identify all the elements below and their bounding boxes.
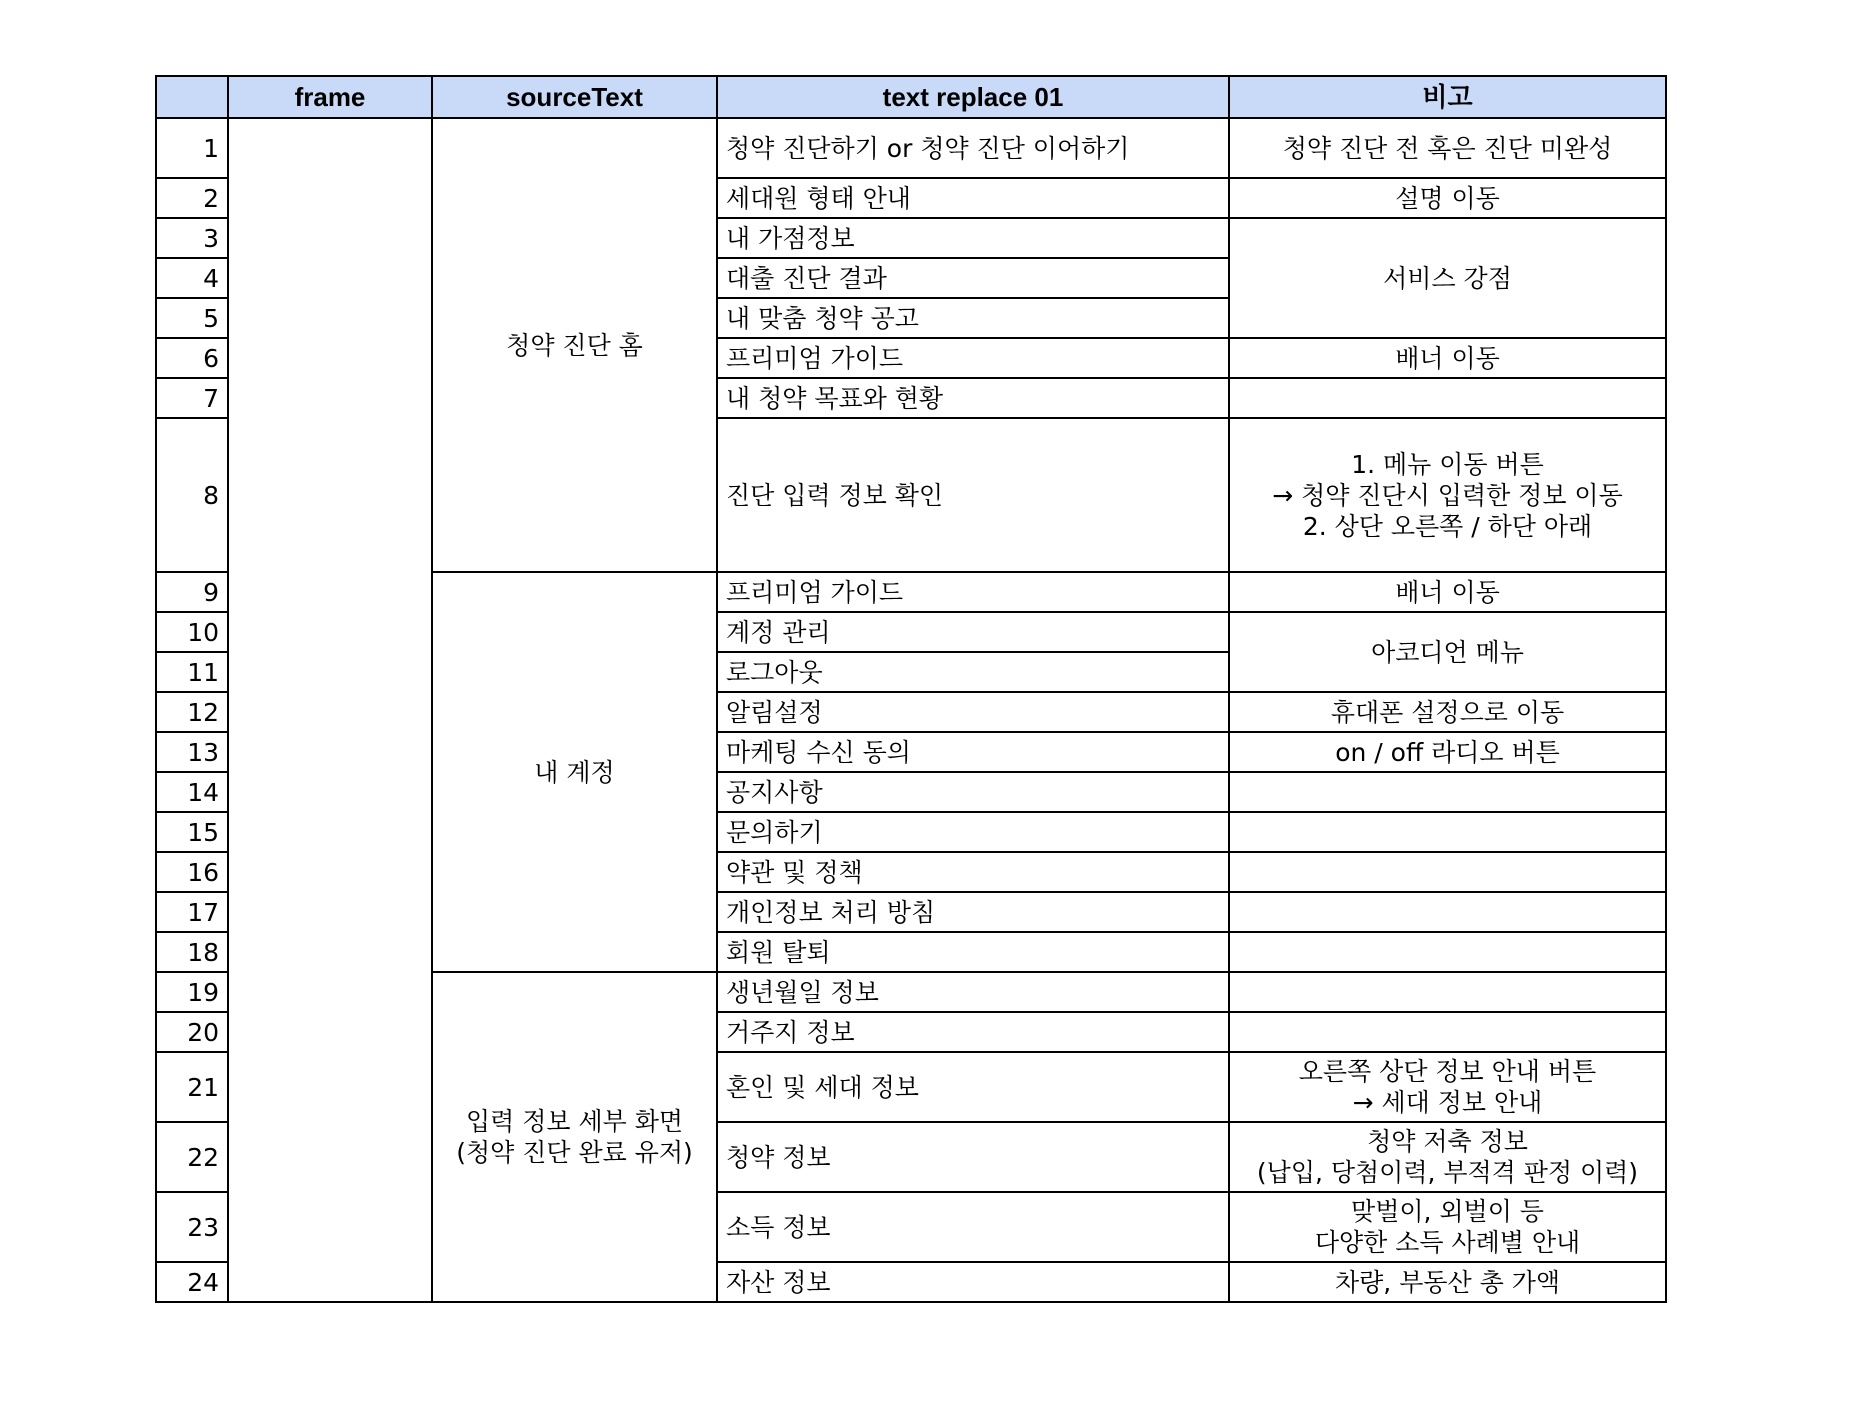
row-number: 16: [156, 852, 228, 892]
text-cell: 대출 진단 결과: [717, 258, 1229, 298]
row-number: 1: [156, 118, 228, 178]
note-cell: on / off 라디오 버튼: [1229, 732, 1666, 772]
text-cell: 혼인 및 세대 정보: [717, 1052, 1229, 1122]
source-line: 입력 정보 세부 화면: [465, 1107, 684, 1136]
row-number: 5: [156, 298, 228, 338]
note-line: 다양한 소득 사례별 안내: [1314, 1228, 1581, 1257]
note-line: (납입, 당첨이력, 부적격 판정 이력): [1256, 1158, 1639, 1187]
note-cell: [1229, 892, 1666, 932]
text-cell: 자산 정보: [717, 1262, 1229, 1302]
source-cell-home: 청약 진단 홈: [432, 118, 717, 572]
row-number: 10: [156, 612, 228, 652]
row-number: 3: [156, 218, 228, 258]
row-number: 7: [156, 378, 228, 418]
header-frame: frame: [228, 76, 432, 118]
note-cell: [1229, 418, 1666, 572]
row-number: 2: [156, 178, 228, 218]
text-cell: 청약 정보: [717, 1122, 1229, 1192]
row-number: 23: [156, 1192, 228, 1262]
text-cell: 내 맞춤 청약 공고: [717, 298, 1229, 338]
text-cell: 개인정보 처리 방침: [717, 892, 1229, 932]
note-line: → 청약 진단시 입력한 정보 이동: [1272, 480, 1623, 510]
text-cell: 프리미엄 가이드: [717, 572, 1229, 612]
note-cell: 배너 이동: [1229, 572, 1666, 612]
note-cell: [1229, 852, 1666, 892]
note-line: 오른쪽 상단 정보 안내 버튼: [1298, 1057, 1597, 1086]
text-cell: 문의하기: [717, 812, 1229, 852]
header-note: 비고: [1229, 76, 1666, 118]
text-cell: 생년월일 정보: [717, 972, 1229, 1012]
row-number: 19: [156, 972, 228, 1012]
text-cell: 회원 탈퇴: [717, 932, 1229, 972]
header-num: [156, 76, 228, 118]
row-number: 12: [156, 692, 228, 732]
row-number: 11: [156, 652, 228, 692]
text-cell: 알림설정: [717, 692, 1229, 732]
note-cell: 서비스 강점: [1229, 218, 1666, 338]
note-cell: 배너 이동: [1229, 338, 1666, 378]
note-line: 맞벌이, 외벌이 등: [1351, 1197, 1544, 1226]
source-cell-detail: [432, 972, 717, 1302]
note-cell: 휴대폰 설정으로 이동: [1229, 692, 1666, 732]
text-cell: 소득 정보: [717, 1192, 1229, 1262]
text-cell: 약관 및 정책: [717, 852, 1229, 892]
row-number: 6: [156, 338, 228, 378]
note-cell: 설명 이동: [1229, 178, 1666, 218]
row-number: 14: [156, 772, 228, 812]
text-cell: 청약 진단하기 or 청약 진단 이어하기: [717, 118, 1229, 178]
row-number: 20: [156, 1012, 228, 1052]
note-line: → 세대 정보 안내: [1352, 1088, 1543, 1117]
text-cell: 마케팅 수신 동의: [717, 732, 1229, 772]
table-row: [156, 118, 1666, 178]
note-cell: [1229, 1012, 1666, 1052]
text-cell: 로그아웃: [717, 652, 1229, 692]
note-cell: [1229, 1122, 1666, 1192]
text-cell: 프리미엄 가이드: [717, 338, 1229, 378]
note-cell: [1229, 932, 1666, 972]
frame-cell: [228, 118, 432, 1302]
text-cell: 세대원 형태 안내: [717, 178, 1229, 218]
text-cell: 공지사항: [717, 772, 1229, 812]
note-line: 청약 저축 정보: [1367, 1127, 1528, 1156]
header-source-text: sourceText: [432, 76, 717, 118]
row-number: 22: [156, 1122, 228, 1192]
note-cell: 청약 진단 전 혹은 진단 미완성: [1229, 118, 1666, 178]
row-number: 21: [156, 1052, 228, 1122]
note-cell: 차량, 부동산 총 가액: [1229, 1262, 1666, 1302]
note-cell: [1229, 972, 1666, 1012]
note-line: 1. 메뉴 이동 버튼: [1351, 449, 1544, 479]
source-line: (청약 진단 완료 유저): [456, 1138, 693, 1167]
row-number: 4: [156, 258, 228, 298]
header-text-replace: text replace 01: [717, 76, 1229, 118]
row-number: 13: [156, 732, 228, 772]
note-cell: [1229, 772, 1666, 812]
text-cell: 내 가점정보: [717, 218, 1229, 258]
header-row: [156, 76, 1666, 118]
row-number: 9: [156, 572, 228, 612]
spec-table: [155, 75, 1667, 1303]
text-cell: 거주지 정보: [717, 1012, 1229, 1052]
note-cell: [1229, 812, 1666, 852]
text-cell: 내 청약 목표와 현황: [717, 378, 1229, 418]
note-cell: [1229, 378, 1666, 418]
text-cell: 계정 관리: [717, 612, 1229, 652]
text-cell: 진단 입력 정보 확인: [717, 418, 1229, 572]
row-number: 15: [156, 812, 228, 852]
row-number: 18: [156, 932, 228, 972]
note-cell: 아코디언 메뉴: [1229, 612, 1666, 692]
row-number: 17: [156, 892, 228, 932]
row-number: 8: [156, 418, 228, 572]
note-cell: [1229, 1052, 1666, 1122]
source-cell-account: 내 계정: [432, 572, 717, 972]
row-number: 24: [156, 1262, 228, 1302]
note-line: 2. 상단 오른쪽 / 하단 아래: [1302, 511, 1593, 541]
note-cell: [1229, 1192, 1666, 1262]
